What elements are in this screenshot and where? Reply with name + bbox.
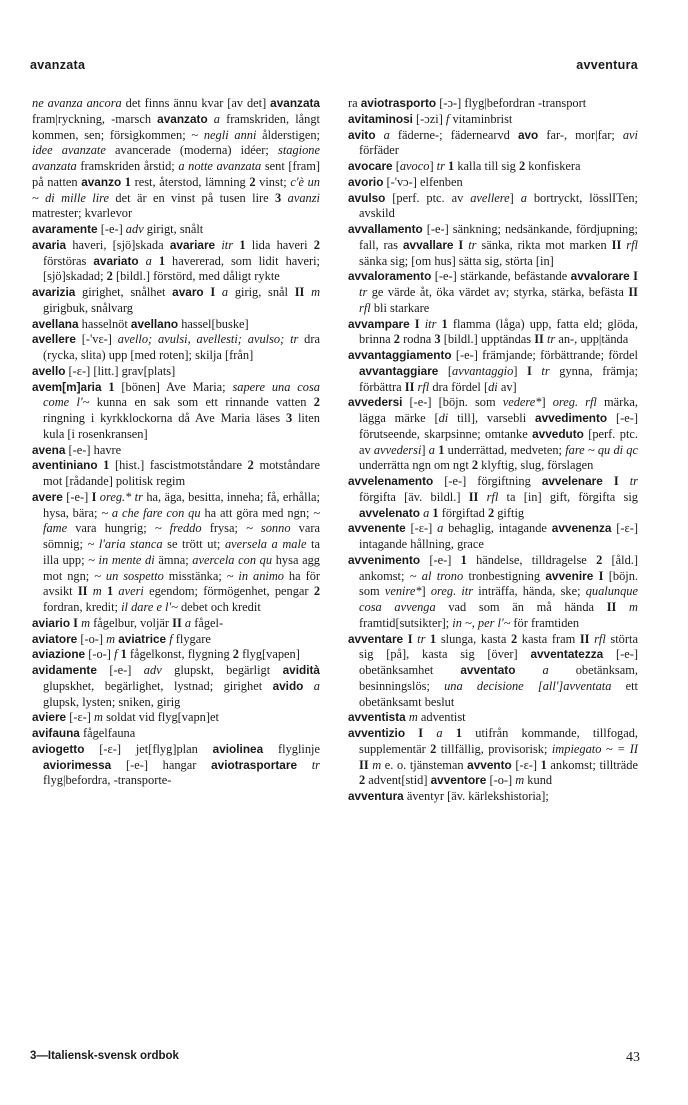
dictionary-entry: avvenimento [-e-] 1 händelse, tilldragelse 2 [åld.] ankomst; ~ al trono tronbestigning avvenire I [böjn. som venire*] oreg. itr inträffa, hända, ske; qualunque cosa avvenga vad som än må hända II m framtid[sutsikter]; in ~, per l'~ för framtiden [348, 552, 638, 630]
dictionary-entry: aviogetto [-ɛ-] jet[flyg]plan aviolinea flyglinje aviorimessa [-e-] hangar aviotrasportare tr flyg|befordra, -transporte- [32, 741, 320, 788]
dictionary-entry: avena [-e-] havre [32, 442, 122, 457]
left-column [32, 96, 320, 789]
dictionary-entry: avvampare I itr 1 flamma (låga) upp, fatta eld; glöda, brinna 2 rodna 3 [bildl.] upptändas II tr an-, upp|tända [348, 316, 638, 347]
running-header-left: avanzata [30, 58, 86, 72]
page-number: 43 [626, 1050, 640, 1065]
dictionary-entry: avvantaggiamento [-e-] främjande; förbättrande; fördel avvantaggiare [avvantaggio] I tr gynna, främja; förbättra II rfl dra fördel [di av] [348, 348, 638, 394]
running-header-right: avventura [576, 58, 638, 72]
dictionary-entry: avvelenamento [-e-] förgiftning avvelenare I tr förgifta [äv. bildl.] II rfl ta [in] gift, förgifta sig avvelenato a 1 förgiftad 2 giftig [348, 474, 638, 520]
dictionary-entry: avere [-e-] I oreg.* tr ha, äga, besitta, inneha; få, erhålla; hysa, bära; ~ a che fare con qu ha att göra med ngn; ~ fame vara hungrig; ~ freddo frysa; ~ sonno vara sömnig; ~ l'aria stanca se trött ut; aversela a male ta illa upp; ~ in mente di ämna; avercela con qu hysa agg mot ngn; ~ un sospetto misstänka; ~ in animo ha för avsikt II m 1 averi egendom; förmögenhet, pengar 2 fordran, kredit; il dare e l'~ debet och kredit [32, 489, 321, 614]
dictionary-entry: ne avanza ancora det finns ännu kvar [av det] avanzata fram|ryckning, -marsch avanzato a framskriden, långt kommen, sen; försigkommen; ~ negli anni ålderstigen; idee avanzate avancerade (moderna) idéer; stagione avanzata framskriden årstid; a notte avanzata sent [fram] på natten avanzo 1 rest, återstod, lämning 2 vinst; c'è un ~ di mille lire det är en vinst på tusen lire 3 avanzi matrester; kvarlevor [32, 96, 320, 221]
dictionary-entry: avem[m]aria 1 [bönen] Ave Maria; sapere una cosa come l'~ kunna en sak som ett rinnande vatten 2 ringning i kyrkklockorna då Ave Maria läses 3 liten kula [i rosenkransen] [32, 379, 320, 441]
dictionary-entry: avellana hasselnöt avellano hassel[buske] [32, 316, 249, 331]
dictionary-entry: avello [-ɛ-] [litt.] grav[plats] [32, 363, 176, 378]
dictionary-entry: avarizia girighet, snålhet avaro I a girig, snål II m girigbuk, snålvarg [32, 285, 321, 315]
dictionary-entry: avaria haveri, [sjö]skada avariare itr 1 lida haveri 2 förstöras avariato a 1 havererad, som lidit haveri; [sjö]skadad; 2 [bildl.] förstörd, med dåligt rykte [32, 237, 320, 284]
dictionary-entry: avventizio I a 1 utifrån kommande, tillfogad, supplementär 2 tillfällig, provisorisk; impiegato ~ = II II m e. o. tjänsteman avvento [-ɛ-] 1 ankomst; tillträde 2 advent[stid] avventore [-o-] m kund [348, 726, 638, 788]
dictionary-entry: aventiniano 1 [hist.] fascistmotståndare 2 motståndare mot [rådande] politisk regim [32, 458, 320, 488]
dictionary-entry: avvedersi [-e-] [böjn. som vedere*] oreg. rfl märka, lägga märke [di till], varsebli avvedimento [-e-] förutseende, skarpsinne; omtanke avveduto [perf. ptc. av avvedersi] a 1 underrättad, medveten; fare ~ qu di qc underrätta ngn om ngt 2 klyftig, slug, förslagen [348, 395, 639, 473]
dictionary-entry: avidamente [-e-] adv glupskt, begärligt avidità glupskhet, begärlighet, lystnad; girighet avido a glupsk, lysten; sniken, girig [32, 663, 320, 709]
dictionary-entry: aviere [-ɛ-] m soldat vid flyg[vapn]et [32, 710, 219, 725]
dictionary-entry: avventura äventyr [äv. kärlekshistoria]; [348, 789, 549, 803]
dictionary-entry: avvallamento [-e-] sänkning; nedsänkande, fördjupning; fall, ras avvallare I tr sänka, rikta mot marken II rfl sänka sig; [om hus] sätta sig, störta [in] [348, 222, 638, 268]
dictionary-entry: aviatore [-o-] m aviatrice f flygare [32, 631, 211, 646]
dictionary-entry: avventare I tr 1 slunga, kasta 2 kasta fram II rfl störta sig [på], kasta sig [över] avventatezza [-e-] obetänksamhet avventato a obetänksam, besinningslös; una decisione [all']avventata ett obetänksamt beslut [348, 631, 638, 709]
dictionary-entry: avellere [-'vɛ-] avello; avulsi, avellesti; avulso; tr dra (rycka, slita) upp [med roten]; skilja [från] [32, 332, 320, 362]
dictionary-entry: avvaloramento [-e-] stärkande, befästande avvalorare I tr ge värde åt, öka värdet av; styrka, stärka, befästa II rfl bli starkare [348, 269, 638, 315]
dictionary-entry: avulso [perf. ptc. av avellere] a bortryckt, lösslITen; avskild [348, 190, 638, 221]
dictionary-entry: avocare [avoco] tr 1 kalla till sig 2 konfiskera [348, 159, 581, 173]
dictionary-entry: ra aviotrasporto [-ɔ-] flyg|befordran -transport [348, 96, 587, 110]
dictionary-entry: avito a fäderne-; fädernearvd avo far-, mor|far; avi förfäder [348, 127, 638, 158]
footer-book-title: 3—Italiensk-svensk ordbok [30, 1050, 179, 1062]
dictionary-entry: avifauna fågelfauna [32, 726, 136, 740]
dictionary-entry: aviario I m fågelbur, voljär II a fågel- [32, 615, 224, 630]
dictionary-entry: avorio [-'vɔ-] elfenben [348, 174, 463, 189]
dictionary-entry: avventista m adventist [348, 710, 466, 725]
dictionary-entry: avvenente [-ɛ-] a behaglig, intagande avvenenza [-ɛ-] intagande hållning, grace [348, 521, 638, 551]
right-column [348, 96, 638, 805]
dictionary-entry: avaramente [-e-] adv girigt, snålt [32, 222, 204, 236]
dictionary-entry: avitaminosi [-ɔzi] f vitaminbrist [348, 111, 513, 126]
dictionary-entry: aviazione [-o-] f 1 fågelkonst, flygning 2 flyg[vapen] [32, 647, 300, 662]
